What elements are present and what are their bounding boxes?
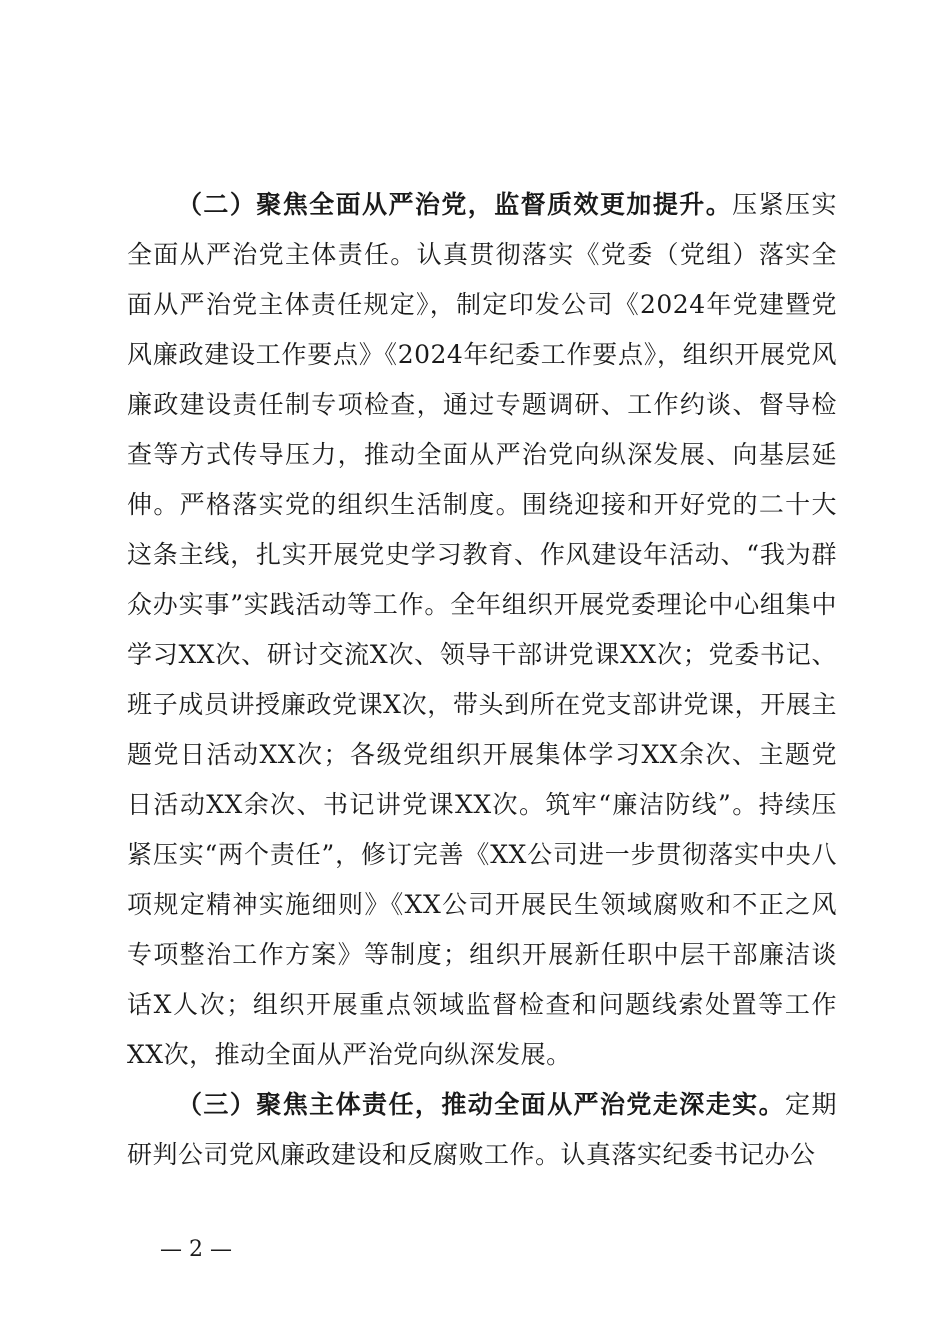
document-body <box>127 180 837 1180</box>
paragraph-text: 定期研判公司党风廉政建设和反腐败工作。认真落实纪委书记办公 <box>127 1090 837 1169</box>
paragraph-text: 压紧压实全面从严治党主体责任。认真贯彻落实《党委（党组）落实全面从严治党主体责任规定》，制定印发公司《2024年党建暨党风廉政建设工作要点》《2024年纪委工作要点》，组织开展党风廉政建设责任制专项检查，通过专题调研、工作约谈、督导检查等方式传导压力，推动全面从严治党向纵深发展、向基层延伸。严格落实党的组织生活制度。围绕迎接和开好党的二十大这条主线，扎实开展党史学习教育、作风建设年活动、“我为群众办实事”实践活动等工作。全年组织开展党委理论中心组集中学习XX次、研讨交流X次、领导干部讲党课XX次；党委书记、班子成员讲授廉政党课X次，带头到所在党支部讲党课，开展主题党日活动XX次；各级党组织开展集体学习XX余次、主题党日活动XX余次、书记讲党课XX次。筑牢“廉洁防线”。持续压紧压实“两个责任”，修订完善《XX公司进一步贯彻落实中央八项规定精神实施细则》《XX公司开展民生领域腐败和不正之风专项整治工作方案》等制度；组织开展新任职中层干部廉洁谈话X人次；组织开展重点领域监督检查和问题线索处置等工作XX次，推动全面从严治党向纵深发展。 <box>127 190 837 1069</box>
paragraph-section-3 <box>127 1080 837 1180</box>
section-heading: （三）聚焦主体责任，推动全面从严治党走深走实。 <box>177 1090 786 1119</box>
page-number: — 2 — <box>160 1237 232 1262</box>
section-heading: （二）聚焦全面从严治党，监督质效更加提升。 <box>177 190 733 219</box>
paragraph-section-2 <box>127 180 837 1080</box>
